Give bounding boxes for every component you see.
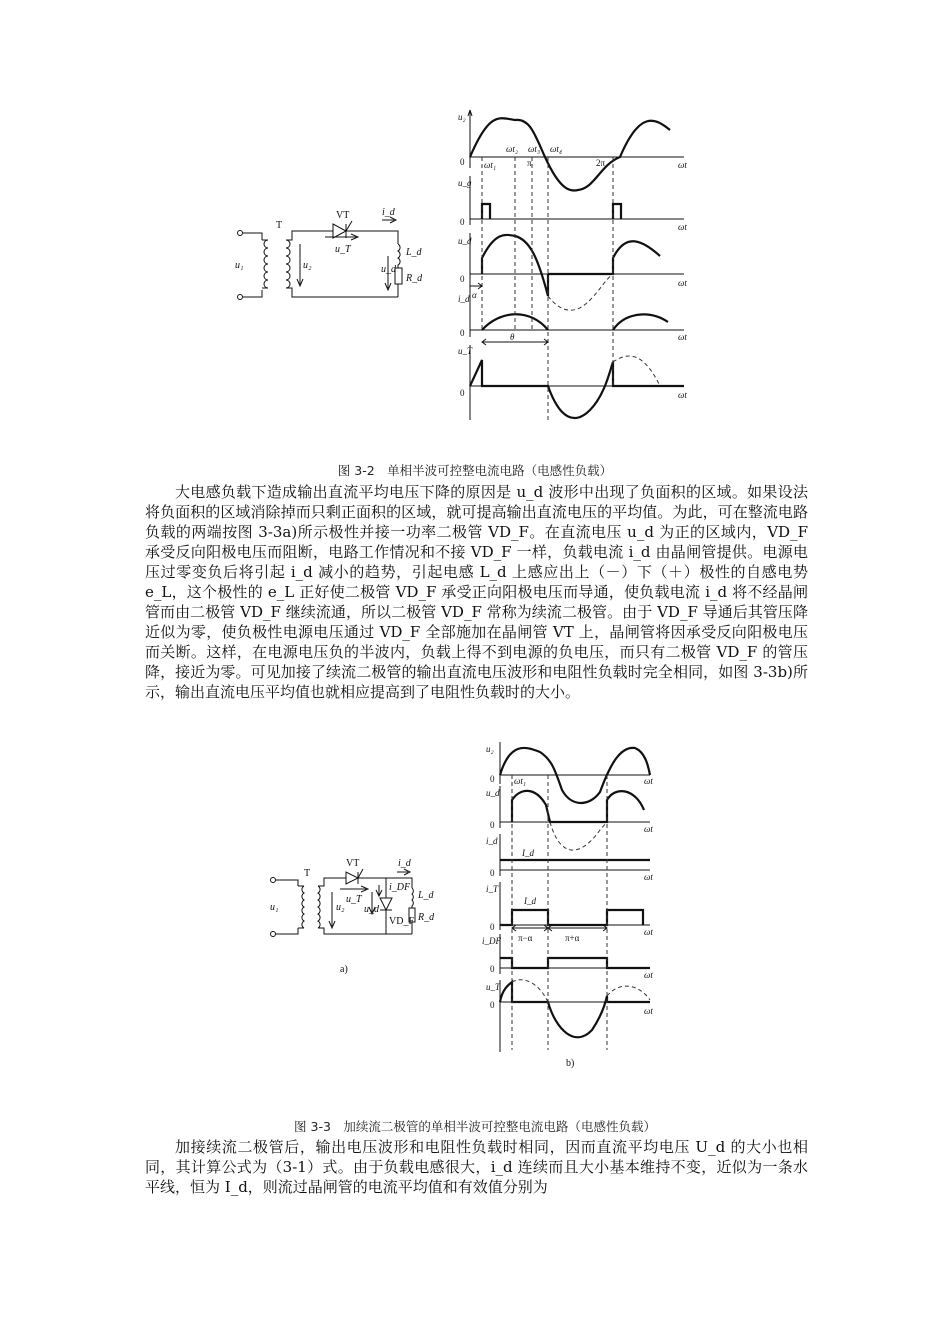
b-wave-idf (500, 958, 650, 968)
axis-ug (470, 176, 684, 225)
wlabel-wt1: ωt₁ (484, 160, 496, 170)
b-wave-ut-dashed (512, 980, 650, 1002)
a-label-u1: u₁ (270, 902, 279, 913)
figure-3-3-caption: 图 3-3 加续流二极管的单相半波可控整电流电路（电感性负载） (294, 1119, 656, 1134)
a-label-u2: u₂ (336, 902, 345, 913)
b-axis-ut (500, 980, 650, 1052)
wlabel-ug: u_g (458, 178, 472, 188)
paragraph-freewheel-diode: 加接续流二极管后，输出电压波形和电阻性负载时相同，因而直流平均电压 U_d 的大小也相同，其计算公式为（3-1）式。由于负载电感很大，i_d 连续而且大小基本维持不变，近似为一条水平线，恒为 I_d，则流过晶闸管的电流平均值和有效值分别为 (145, 1138, 808, 1196)
wave-ud (482, 235, 660, 296)
thyristor-symbol (333, 221, 352, 238)
wlabel-zero-5: 0 (460, 388, 465, 398)
wave-ut-dashed (613, 356, 660, 386)
axis-ud (470, 233, 684, 300)
wlabel-wt-5: ωt (678, 390, 687, 400)
label-Ld: L_d (406, 247, 422, 258)
b-wlabel-ud: u_d (486, 788, 500, 798)
transformer-a-primary (302, 886, 304, 928)
wlabel-u2: u₂ (458, 112, 466, 122)
b-wlabel-wt1: ωt₁ (514, 776, 526, 786)
wlabel-wt4: ωt₄ (550, 144, 562, 154)
transformer-a-secondary (318, 886, 320, 928)
label-id: i_d (382, 207, 395, 218)
label-b: b) (566, 1058, 575, 1069)
b-wave-ud-dashed (550, 822, 607, 850)
wlabel-wt-2: ωt (678, 222, 687, 232)
wlabel-zero-2: 0 (460, 217, 465, 227)
b-wlabel-wt-5: ωt (644, 970, 653, 980)
label-a: a) (340, 964, 348, 975)
wlabel-zero-3: 0 (460, 274, 465, 284)
b-wlabel-pi-plus-alpha: π+α (565, 933, 580, 943)
label-uT: u_T (335, 244, 351, 255)
a-label-uT: u_T (346, 894, 362, 905)
b-wlabel-wt-3: ωt (644, 872, 653, 882)
b-wlabel-zero-1: 0 (490, 774, 495, 784)
terminal-a-top (271, 878, 276, 883)
b-wave-ut (500, 982, 650, 1037)
b-wlabel-it: i_T (486, 884, 499, 894)
theta-marker (482, 339, 548, 345)
a-label-Rd: R_d (418, 912, 435, 923)
b-wlabel-id: i_d (486, 836, 498, 846)
b-wlabel-zero-3: 0 (490, 868, 495, 878)
label-VT: VT (336, 210, 350, 221)
wlabel-id: i_d (458, 294, 470, 304)
b-wlabel-zero-2: 0 (490, 820, 495, 830)
wlabel-wt-3: ωt (678, 278, 687, 288)
wlabel-alpha: α (472, 290, 477, 300)
terminal-top-left (238, 231, 243, 236)
axis-ut (470, 345, 684, 420)
figure-3-3 (265, 738, 695, 1078)
wlabel-2pi: 2π (596, 158, 606, 168)
b-wlabel-Id-2: I_d (524, 896, 536, 906)
figure-3-2 (225, 100, 695, 455)
label-ud: u_d (381, 264, 396, 275)
b-guide-lines (512, 775, 607, 1050)
a-label-iDF: i_DF (389, 882, 411, 893)
wlabel-wt3: ωt₃ (528, 144, 540, 154)
b-pi-minus-alpha-marker (512, 925, 548, 931)
b-wlabel-wt-2: ωt (644, 824, 653, 834)
label-T: T (276, 220, 283, 231)
a-label-T: T (304, 868, 311, 879)
b-wlabel-idf: i_DF (482, 936, 501, 946)
wlabel-zero-1: 0 (460, 157, 465, 167)
terminal-bottom-left (238, 295, 243, 300)
wave-ug-pulse-2 (613, 204, 621, 219)
b-axis-it (500, 882, 650, 930)
wlabel-wt-4: ωt (678, 332, 687, 342)
label-u2: u₂ (303, 260, 312, 271)
label-Rd: R_d (406, 273, 423, 284)
wave-id (482, 314, 668, 330)
wave-u2 (470, 118, 670, 190)
wave-ut (470, 360, 684, 418)
wlabel-wt2: ωt₂ (506, 144, 518, 154)
wlabel-ud: u_d (458, 236, 472, 246)
inductor-a (412, 888, 413, 908)
wlabel-theta: θ (510, 332, 515, 342)
b-wlabel-ut: u_T (486, 982, 501, 992)
a-label-Ld: L_d (418, 890, 434, 901)
b-wlabel-zero-5: 0 (490, 964, 495, 974)
b-wlabel-pi-minus-alpha: π−α (518, 933, 533, 943)
a-label-VT: VT (346, 858, 360, 869)
a-label-id: i_d (398, 858, 411, 869)
transformer-secondary-coil (286, 240, 290, 288)
wlabel-zero-4: 0 (460, 328, 465, 338)
a-label-ud: u_d (364, 904, 379, 915)
b-wlabel-zero-6: 0 (490, 1000, 495, 1010)
b-wlabel-wt-4: ωt (644, 927, 653, 937)
wlabel-ut: u_T (458, 346, 473, 356)
thyristor-a (346, 869, 363, 884)
wlabel-pi: π (527, 158, 532, 168)
terminal-a-bottom (271, 932, 276, 937)
inductor-ld (398, 244, 400, 268)
b-wave-ud (512, 791, 644, 822)
wave-ud-dashed (548, 274, 613, 310)
wlabel-wt-1: ωt (678, 160, 687, 170)
b-wlabel-u2: u₂ (486, 744, 494, 754)
b-wlabel-wt-1: ωt (644, 776, 653, 786)
figure-3-2-caption: 图 3-2 单相半波可控整电流电路（电感性负载） (337, 463, 613, 478)
wave-ug-pulse-1 (482, 204, 490, 219)
b-wlabel-wt-6: ωt (644, 1006, 653, 1016)
b-wave-it (500, 910, 643, 925)
a-label-VDF: VD_F (389, 916, 415, 927)
label-u1: u₁ (235, 260, 244, 271)
paragraph-inductive-load: 大电感负载下造成输出直流平均电压下降的原因是 u_d 波形中出现了负面积的区域。如果设法将负面积的区域消除掉而只剩正面积的区域，就可提高输出直流电压的平均值。为此，可在整流电路负载的两端按图 3-3a)所示极性并接一功率二极管 VD_F。在直流电压 u_d 为正的区域内，VD_F 承受反向阳极电压而阻断，电路工作情况和不接 VD_F 一样，负载电流 i_d 由晶闸管提供。电源电压过零变负后将引起 i_d 减小的趋势，引起电感 L_d 上感应出上（－）下（＋）极性的自感电势 e_L，这个极性的 e_L 正好使二极管 VD_F 承受正向阳极电压而导通，使负载电流 i_d 将不经晶闸管而由二极管 VD_F 继续流通，所以二极管 VD_F 常称为续流二极管。由于 VD_F 导通后其管压降近似为零，使负极性电源电压通过 VD_F 全部施加在晶闸管 VT 上，晶闸管将因承受反向阳极电压而关断。这样，在电源电压负的半波内，负载上得不到电源的负电压，而只有二极管 VD_F 的管压降，接近为零。可见加接了续流二极管的输出直流电压波形和电阻性负载时完全相同，如图 3-3b)所示，输出直流电压平均值也就相应提高到了电阻性负载时的大小。 (145, 483, 808, 701)
transformer-primary-coil (264, 240, 268, 288)
resistor-rd (395, 268, 402, 284)
b-wlabel-Id-1: I_d (522, 848, 534, 858)
b-wlabel-zero-4: 0 (490, 922, 495, 932)
alpha-marker (470, 283, 482, 289)
